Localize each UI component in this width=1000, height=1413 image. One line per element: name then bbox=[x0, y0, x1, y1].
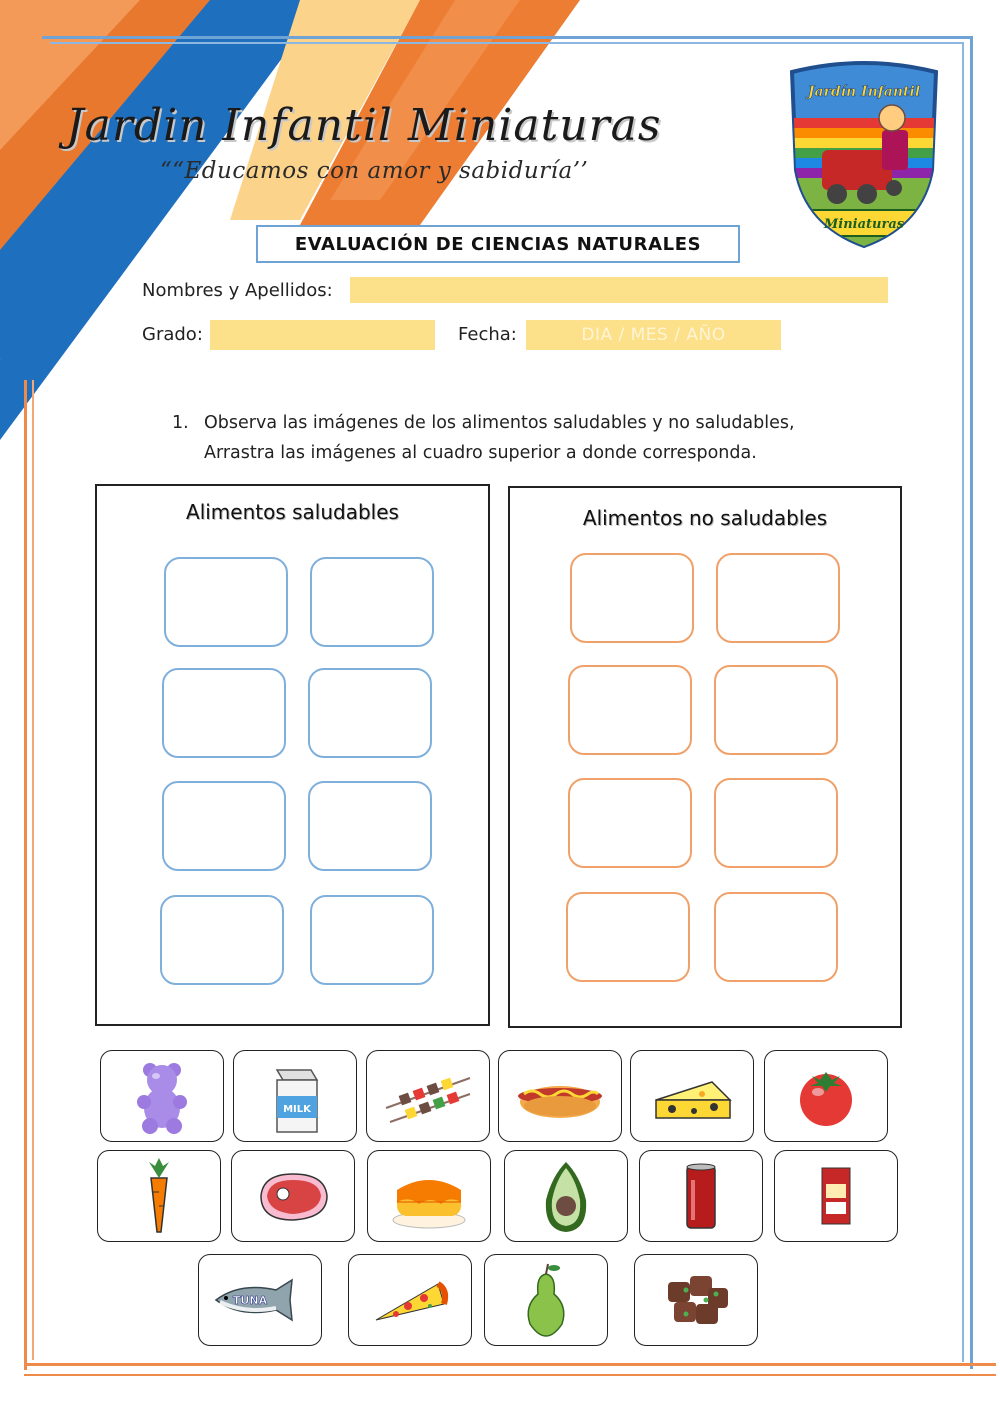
instruction-number: 1. bbox=[172, 413, 189, 433]
page-frame-orange-left-inner bbox=[32, 380, 34, 1360]
unhealthy-drop-slot[interactable] bbox=[714, 778, 838, 868]
unhealthy-drop-slot[interactable] bbox=[568, 665, 692, 755]
food-card-pancakes[interactable] bbox=[367, 1150, 491, 1242]
healthy-panel-title: Alimentos saludables bbox=[186, 500, 399, 524]
food-card-tomato[interactable] bbox=[764, 1050, 888, 1142]
grade-label: Grado: bbox=[142, 324, 203, 345]
date-input[interactable]: DIA / MES / AÑO bbox=[526, 320, 781, 350]
unhealthy-drop-slot[interactable] bbox=[716, 553, 840, 643]
food-card-carrot[interactable] bbox=[97, 1150, 221, 1242]
unhealthy-drop-slot[interactable] bbox=[566, 892, 690, 982]
tomato-icon bbox=[776, 1056, 876, 1136]
milk-carton-icon bbox=[245, 1056, 345, 1136]
food-card-pear[interactable] bbox=[484, 1254, 608, 1346]
school-logo bbox=[782, 60, 946, 250]
food-card-milk[interactable] bbox=[233, 1050, 357, 1142]
page-frame-orange-left bbox=[24, 380, 31, 1370]
pizza-slice-icon bbox=[360, 1260, 460, 1340]
food-card-gummy-bear[interactable] bbox=[100, 1050, 224, 1142]
healthy-drop-slot[interactable] bbox=[308, 781, 432, 871]
school-slogan: ““Educamos con amor y sabiduría’’ bbox=[160, 158, 589, 184]
unhealthy-drop-slot[interactable] bbox=[568, 778, 692, 868]
pear-icon bbox=[496, 1260, 596, 1340]
grade-input[interactable] bbox=[210, 320, 435, 350]
food-card-steak[interactable] bbox=[231, 1150, 355, 1242]
healthy-drop-slot[interactable] bbox=[160, 895, 284, 985]
healthy-drop-slot[interactable] bbox=[162, 781, 286, 871]
hot-dog-icon bbox=[510, 1056, 610, 1136]
food-card-avocado[interactable] bbox=[504, 1150, 628, 1242]
instruction-line-1: Observa las imágenes de los alimentos saludables y no saludables, bbox=[204, 413, 795, 433]
food-card-hot-dog[interactable] bbox=[498, 1050, 622, 1142]
food-card-cheese[interactable] bbox=[630, 1050, 754, 1142]
evaluation-title: EVALUACIÓN DE CIENCIAS NATURALES bbox=[256, 225, 740, 263]
milk-label: MILK bbox=[283, 1104, 311, 1115]
food-card-soda[interactable] bbox=[639, 1150, 763, 1242]
unhealthy-drop-slot[interactable] bbox=[570, 553, 694, 643]
logo-bottom-text: Miniaturas bbox=[823, 217, 905, 232]
healthy-drop-slot[interactable] bbox=[164, 557, 288, 647]
instruction-line-2: Arrastra las imágenes al cuadro superior a donde corresponda. bbox=[204, 443, 757, 463]
cheese-icon bbox=[642, 1056, 742, 1136]
healthy-drop-slot[interactable] bbox=[162, 668, 286, 758]
unhealthy-panel-title: Alimentos no saludables bbox=[582, 506, 828, 530]
carrot-icon bbox=[109, 1156, 209, 1236]
unhealthy-panel[interactable] bbox=[508, 486, 902, 1028]
soda-can-icon bbox=[651, 1156, 751, 1236]
tuna-fish-icon bbox=[210, 1260, 310, 1340]
name-label: Nombres y Apellidos: bbox=[142, 280, 333, 301]
healthy-drop-slot[interactable] bbox=[308, 668, 432, 758]
date-label: Fecha: bbox=[458, 324, 517, 345]
food-card-pizza[interactable] bbox=[348, 1254, 472, 1346]
tuna-label: TUNA bbox=[232, 1294, 268, 1307]
meat-chunks-icon bbox=[646, 1260, 746, 1340]
gummy-bear-icon bbox=[112, 1056, 212, 1136]
food-card-kebab[interactable] bbox=[366, 1050, 490, 1142]
pancakes-icon bbox=[379, 1156, 479, 1236]
avocado-icon bbox=[516, 1156, 616, 1236]
steak-icon bbox=[243, 1156, 343, 1236]
healthy-drop-slot[interactable] bbox=[310, 895, 434, 985]
school-name: Jardin Infantil Miniaturas bbox=[66, 100, 662, 151]
unhealthy-drop-slot[interactable] bbox=[714, 665, 838, 755]
healthy-drop-slot[interactable] bbox=[310, 557, 434, 647]
food-card-tuna[interactable] bbox=[198, 1254, 322, 1346]
kebab-skewer-icon bbox=[378, 1056, 478, 1136]
unhealthy-drop-slot[interactable] bbox=[714, 892, 838, 982]
healthy-panel[interactable] bbox=[95, 484, 490, 1026]
name-input[interactable] bbox=[350, 277, 888, 303]
food-card-meat-chunks[interactable] bbox=[634, 1254, 758, 1346]
logo-top-text: Jardín Infantil bbox=[807, 84, 921, 100]
snack-bag-icon bbox=[786, 1156, 886, 1236]
page-frame-orange-bottom bbox=[24, 1363, 996, 1376]
food-card-snack-bag[interactable] bbox=[774, 1150, 898, 1242]
